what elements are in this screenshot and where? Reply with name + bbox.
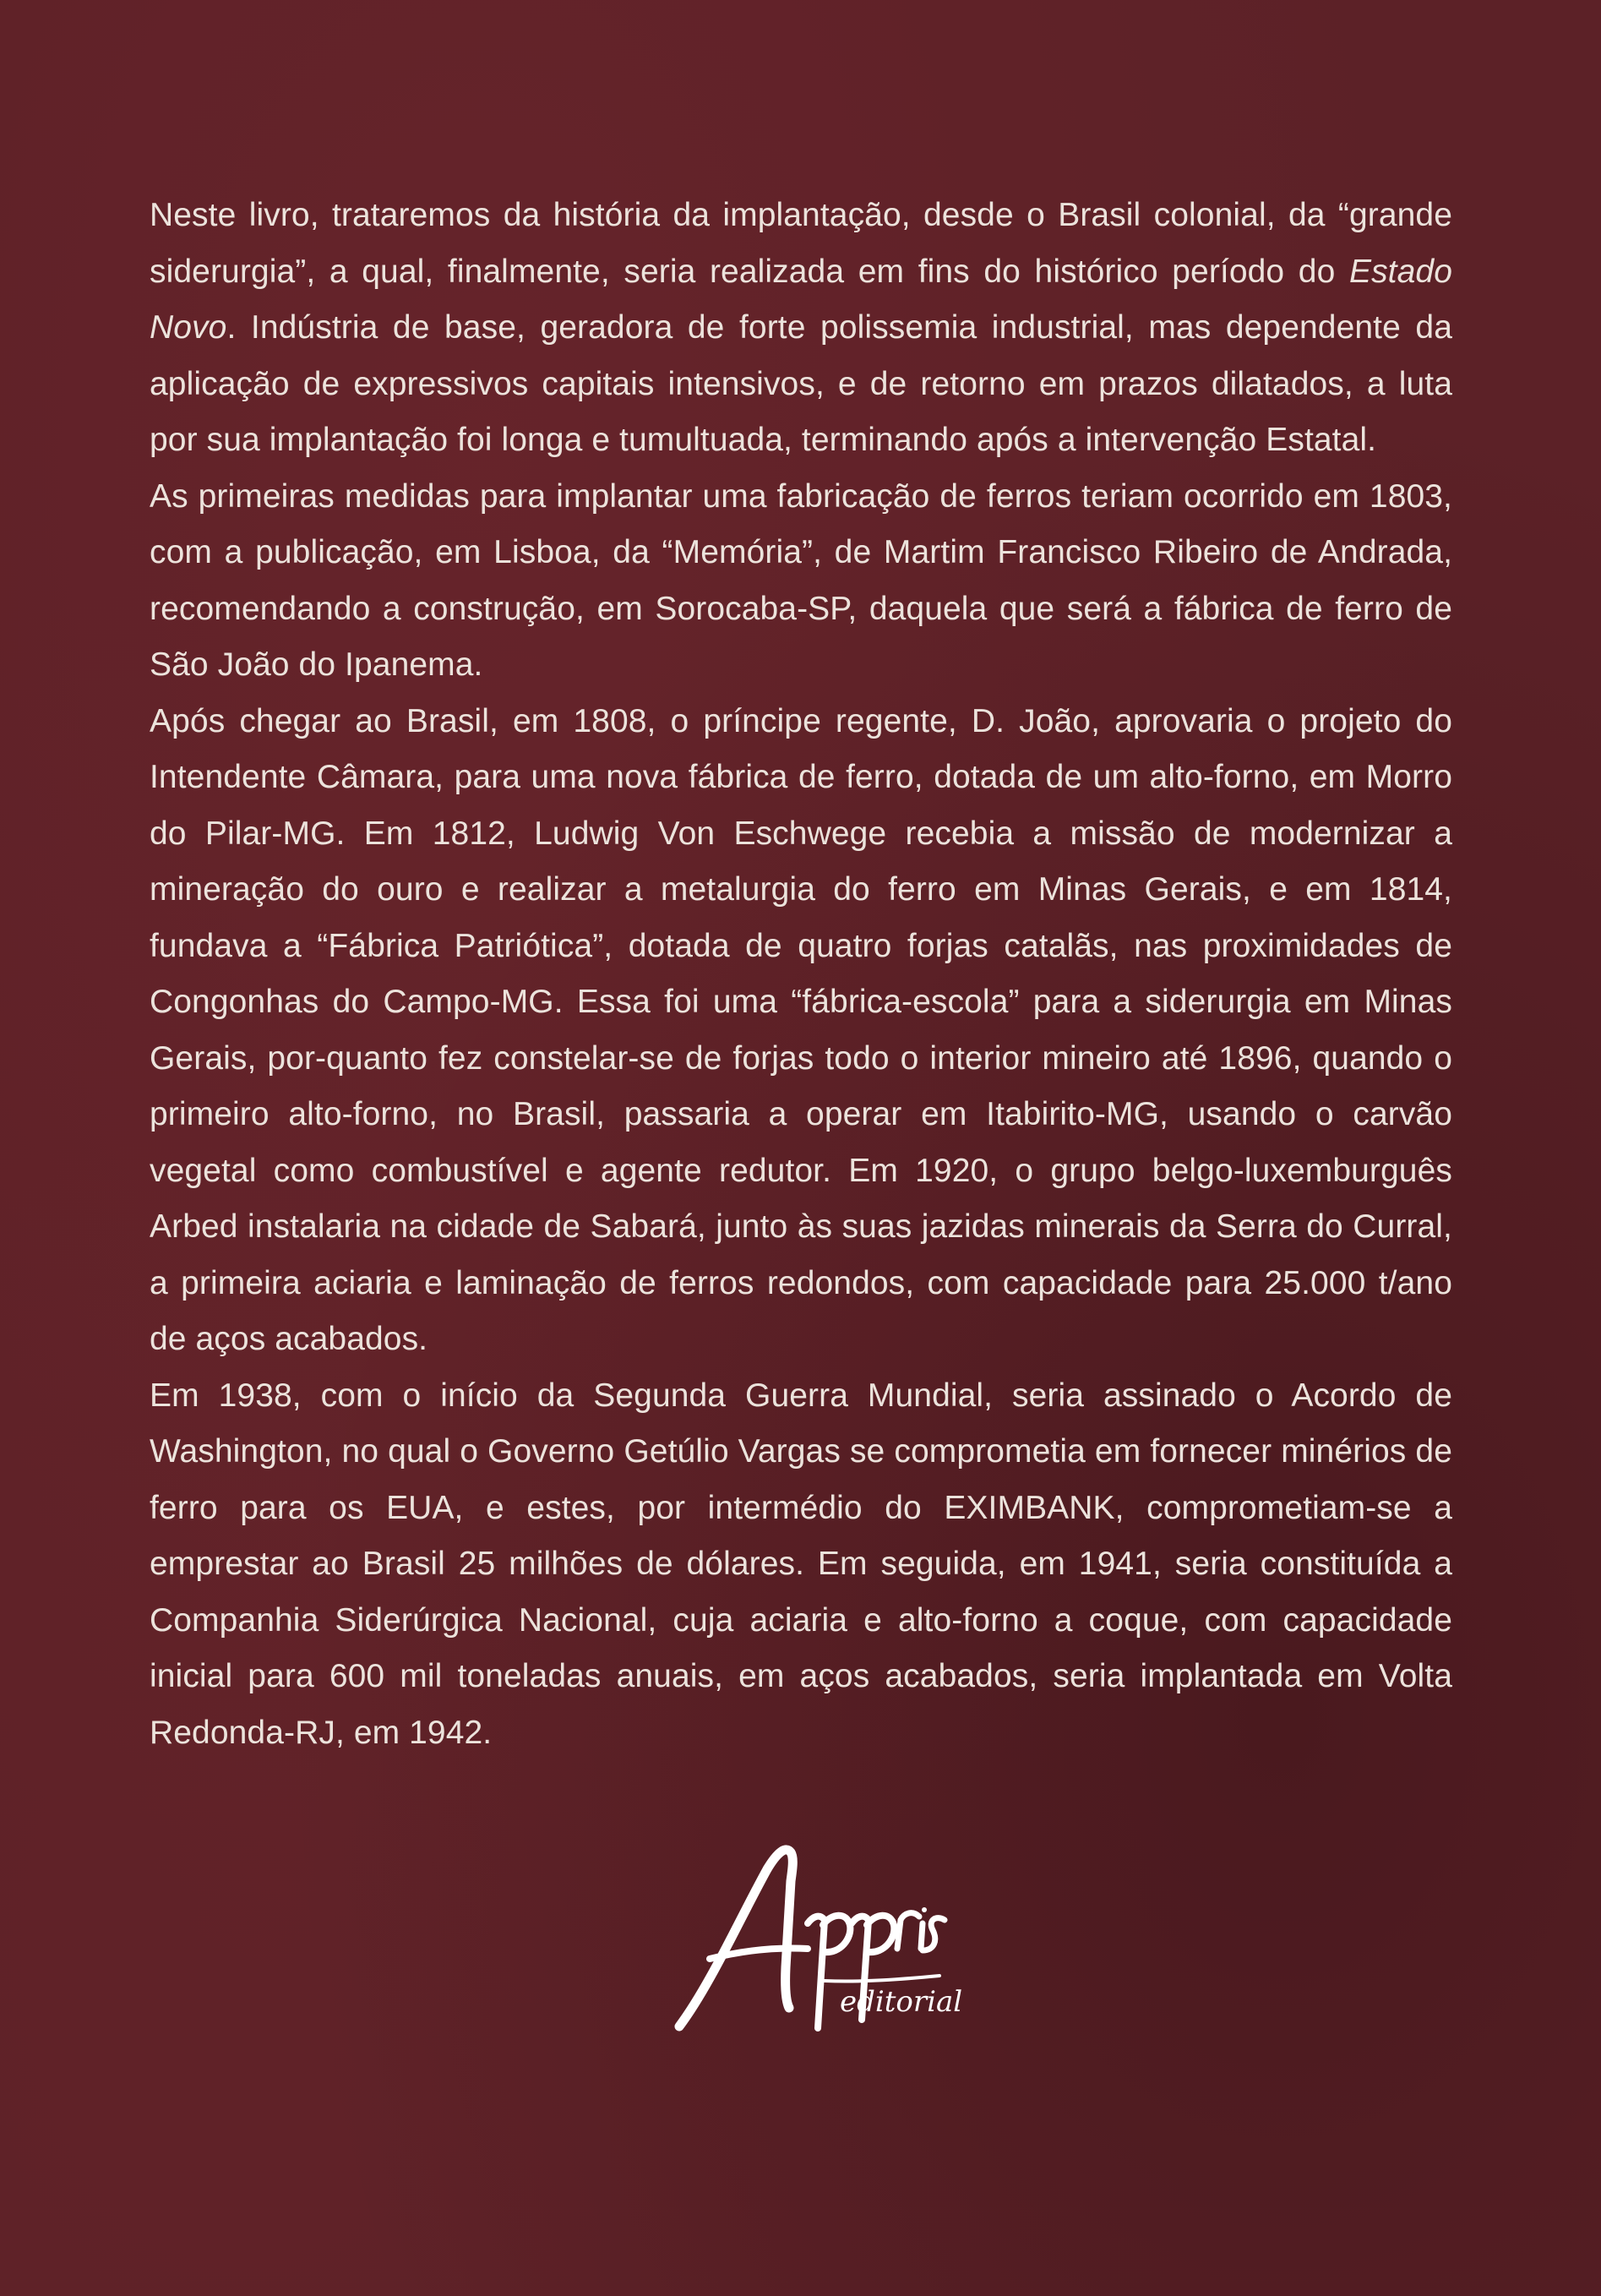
logo-subtitle: editorial <box>840 1985 963 2019</box>
publisher-logo <box>659 1775 963 2062</box>
paragraph-1 <box>150 188 1452 469</box>
synopsis-text <box>150 188 1452 1761</box>
paragraph-4: Em 1938, com o início da Segunda Guerra Mundial, seria assinado o Acordo de Washington, no qual o Governo Getúlio Vargas se comprometia em fornecer minérios de ferro para os EUA, e estes, por intermédio do EXIMBANK, comprometiam-se a emprestar ao Brasil 25 milhões de dólares. Em seguida, em 1941, seria constituída a Companhia Siderúrgica Nacional, cuja aciaria e alto-forno a coque, com capacidade inicial para 600 mil toneladas anuais, em aços acabados, seria implantada em Volta Redonda-RJ, em 1942. <box>150 1377 1452 1751</box>
paragraph-2: As primeiras medidas para implantar uma fabricação de ferros teriam ocorrido em 1803, com a publicação, em Lisboa, da “Memória”, de Martim Francisco Ribeiro de Andrada, recomendando a construção, em Sorocaba-SP, daquela que será a fábrica de ferro de São João do Ipanema. <box>150 477 1452 683</box>
paragraph-1-start: Neste livro, trataremos da história da implantação, desde o Brasil colonial, da “grande siderurgia”, a qual, finalmente, seria realizada em fins do histórico período do <box>150 197 1452 290</box>
paragraph-1-end: . Indústria de base, geradora de forte polissemia industrial, mas dependente da aplicação de expressivos capitais intensivos, e de retorno em prazos dilatados, a luta por sua implantação foi longa e tumultuada, terminando após a intervenção Estatal. <box>150 309 1452 458</box>
appris-logo-icon <box>659 1775 963 2062</box>
paragraph-3: Após chegar ao Brasil, em 1808, o príncipe regente, D. João, aprovaria o projeto do Intendente Câmara, para uma nova fábrica de ferro, dotada de um alto-forno, em Morro do Pilar-MG. Em 1812, Ludwig Von Eschwege recebia a missão de modernizar a mineração do ouro e realizar a metalurgia do ferro em Minas Gerais, e em 1814, fundava a “Fábrica Patriótica”, dotada de quatro forjas catalãs, nas proximidades de Congonhas do Campo-MG. Essa foi uma “fábrica-escola” para a siderurgia em Minas Gerais, por-quanto fez constelar-se de forjas todo o interior mineiro até 1896, quando o primeiro alto-forno, no Brasil, passaria a operar em Itabirito-MG, usando o carvão vegetal como combustível e agente redutor. Em 1920, o grupo belgo-luxemburguês Arbed instalaria na cidade de Sabará, junto às suas jazidas minerais da Serra do Curral, a primeira aciaria e laminação de ferros redondos, com capacidade para 25.000 t/ano de aços acabados. <box>150 702 1452 1357</box>
paragraph-1-emphasis: Estado Novo <box>150 253 1452 346</box>
